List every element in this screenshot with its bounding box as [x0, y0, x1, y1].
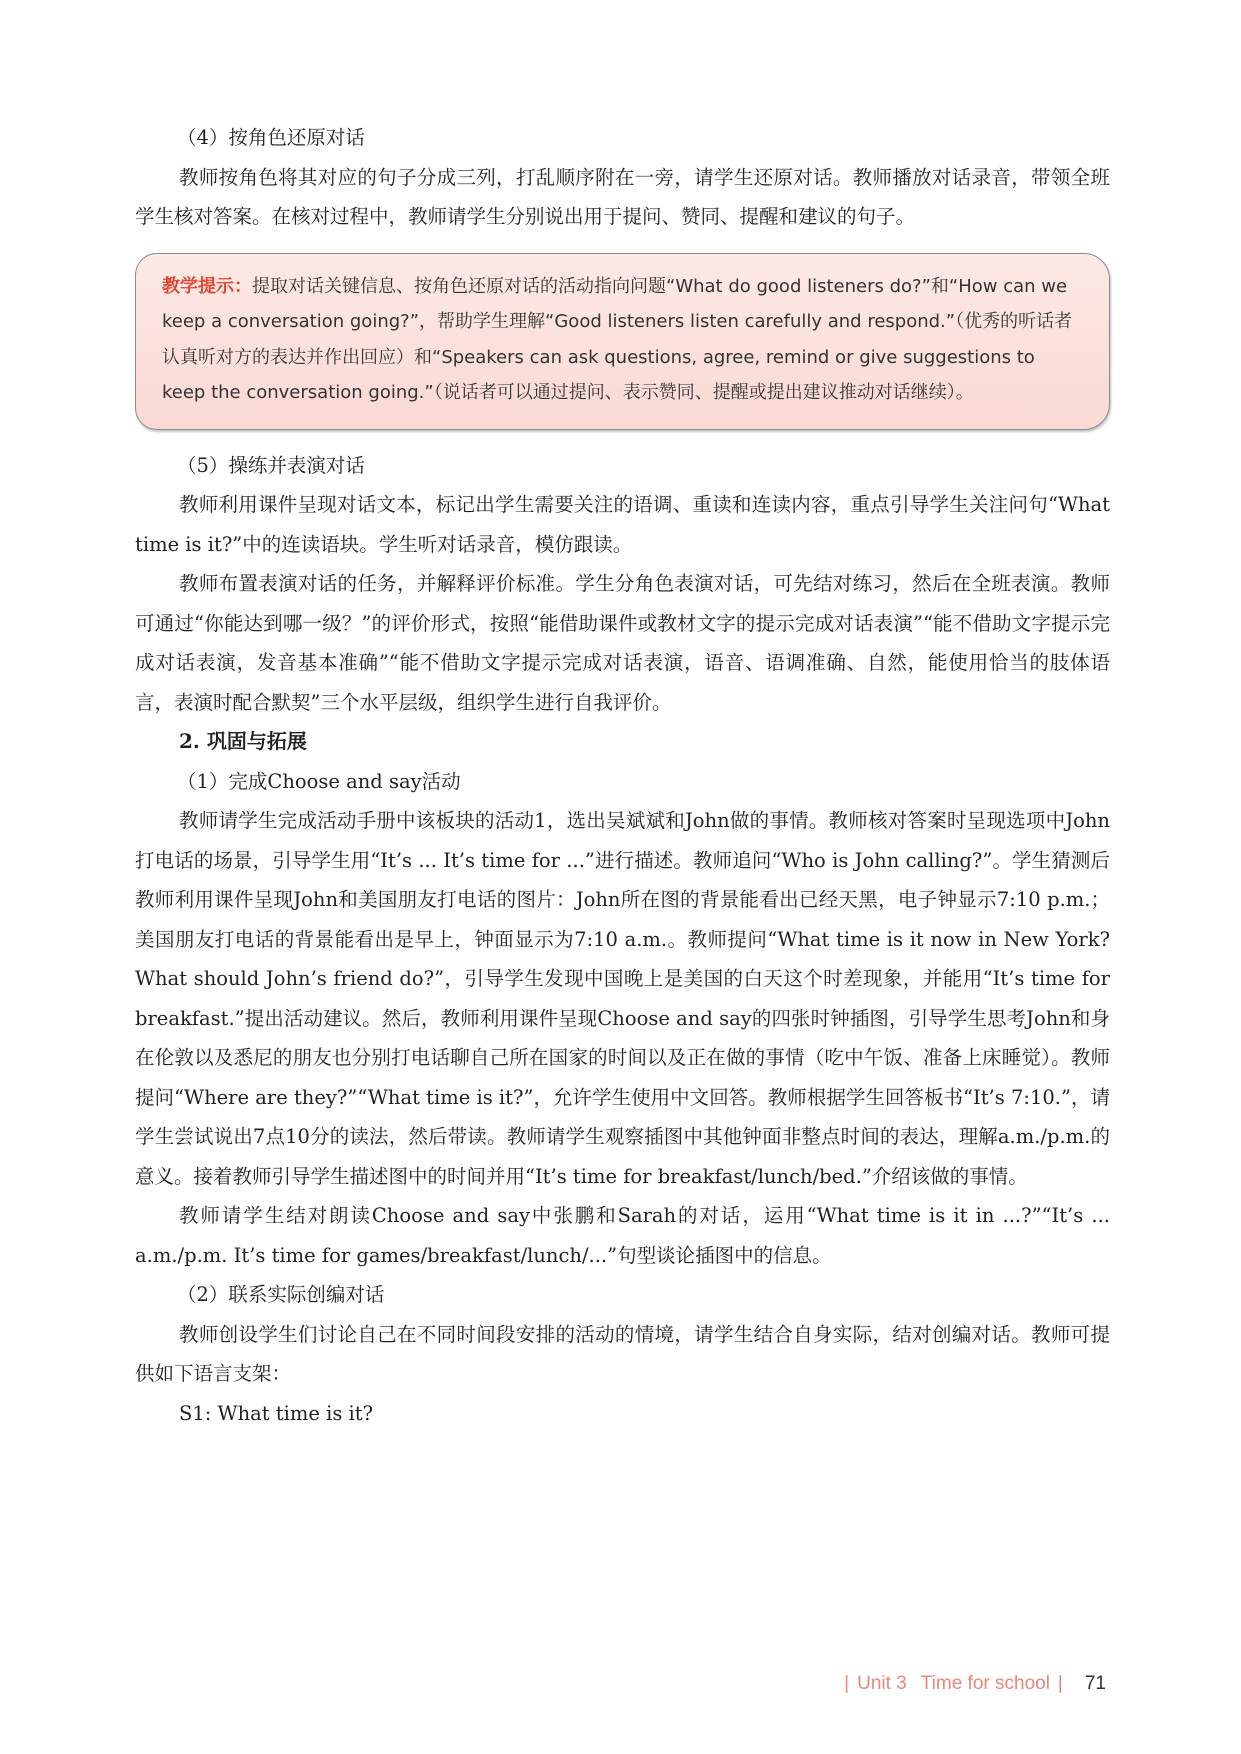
page-footer [836, 1673, 1106, 1695]
part2-sub2-paragraph-1: 教师创设学生们讨论自己在不同时间段安排的活动的情境，请学生结合自身实际，结对创编对话。教师可提供如下语言支架： [135, 1322, 1110, 1385]
dialogue-line-s1: S1: What time is it? [179, 1401, 374, 1425]
part2-sub1-paragraph-1: 教师请学生完成活动手册中该板块的活动1，选出吴斌斌和John做的事情。教师核对答案时呈现选项中John打电话的场景，引导学生用“It’s ... It’s time for ...”进行描述。教师追问“Who is John calling?”。学生猜测后教师利用课件呈现John和美国朋友打电话的图片：John所在图的背景能看出已经天黑，电子钟显示7:10 p.m.；美国朋友打电话的背景能看出是早上，钟面显示为7:10 a.m.。教师提问“What time is it now in New York? What should John’s friend do?”，引导学生发现中国晚上是美国的白天这个时差现象，并能用“It’s time for breakfast.”提出活动建议。然后，教师利用课件呈现Choose and say的四张时钟插图，引导学生思考John和身在伦敦以及悉尼的朋友也分别打电话聊自己所在国家的时间以及正在做的事情（吃中午饭、准备上床睡觉）。教师提问“Where are they?”“What time is it?”，允许学生使用中文回答。教师根据学生回答板书“It’s 7:10.”，请学生尝试说出7点10分的读法，然后带读。教师请学生观察插图中其他钟面非整点时间的表达，理解a.m./p.m.的意义。接着教师引导学生描述图中的时间并用“It’s time for breakfast/lunch/bed.”介绍该做的事情。 [135, 809, 1110, 1188]
section5-paragraph-2: 教师布置表演对话的任务，并解释评价标准。学生分角色表演对话，可先结对练习，然后在全班表演。教师可通过“你能达到哪一级？”的评价形式，按照“能借助课件或教材文字的提示完成对话表演”“能不借助文字提示完成对话表演，发音基本准确”“能不借助文字提示完成对话表演，语音、语调准确、自然，能使用恰当的肢体语言，表演时配合默契”三个水平层级，组织学生进行自我评价。 [135, 572, 1110, 714]
part2-sub1-heading: （1）完成Choose and say活动 [177, 769, 461, 793]
page-number: 71 [1084, 1673, 1106, 1694]
section4-paragraph: 教师按角色将其对应的句子分成三列，打乱顺序附在一旁，请学生还原对话。教师播放对话录音，带领全班学生核对答案。在核对过程中，教师请学生分别说出用于提问、赞同、提醒和建议的句子。 [135, 165, 1110, 228]
teaching-tip-label: 教学提示： [162, 275, 252, 297]
footer-unit: Unit 3 [857, 1673, 907, 1694]
teaching-tip-box [135, 253, 1110, 430]
part2-sub2-heading: （2）联系实际创编对话 [177, 1283, 385, 1306]
footer-divider-left: | [844, 1673, 850, 1694]
section5-paragraph-1: 教师利用课件呈现对话文本，标记出学生需要关注的语调、重读和连读内容，重点引导学生关注问句“What time is it?”中的连读语块。学生听对话录音，模仿跟读。 [135, 493, 1110, 556]
section5-heading: （5）操练并表演对话 [177, 453, 365, 477]
footer-divider-right: | [1057, 1673, 1063, 1694]
part2-sub1-paragraph-2: 教师请学生结对朗读Choose and say中张鹏和Sarah的对话，运用“What time is it in ...?”“It’s ... a.m./p.m. It’s time for games/breakfast/lunch/...”句型谈论插图中的信息。 [135, 1204, 1110, 1267]
teaching-tip-text [162, 269, 1083, 411]
footer-unit-title: Time for school [920, 1673, 1050, 1694]
teaching-tip-body: 提取对话关键信息、按角色还原对话的活动指向问题“What do good listeners do?”和“How can we keep a conversation going?”，帮助学生理解“Good listeners listen carefully and respond.”（优秀的听话者认真听对方的表达并作出回应）和“Speakers can ask questions, agree, remind or give suggestions to keep the conversation going.”（说话者可以通过提问、表示赞同、提醒或提出建议推动对话继续）。 [162, 275, 1073, 403]
part2-heading: 2. 巩固与拓展 [179, 729, 307, 753]
page-content [135, 118, 1110, 1433]
section4-heading: （4）按角色还原对话 [177, 126, 365, 149]
